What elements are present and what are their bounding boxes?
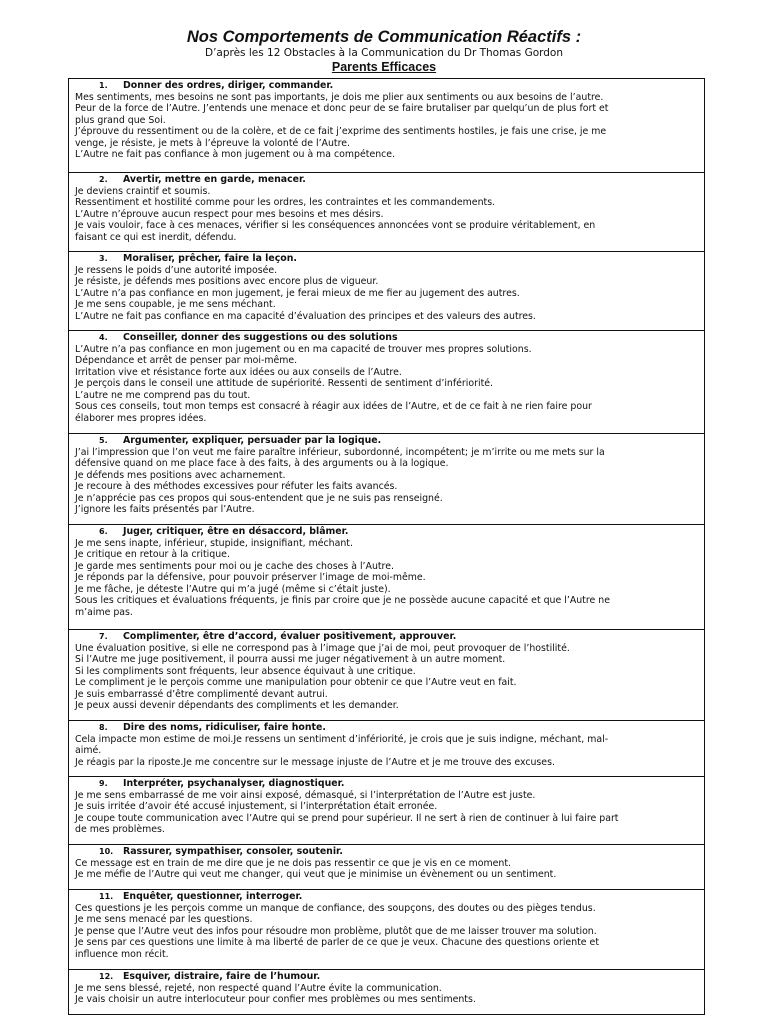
section-box xyxy=(69,79,704,172)
section-title xyxy=(99,253,698,265)
section-line: Irritation vive et résistance forte aux idées ou aux conseils de l’Autre. xyxy=(75,366,402,378)
section-number: 4. xyxy=(99,333,108,342)
section-line: Sous ces conseils, tout mon temps est consacré à réagir aux idées de l’Autre, et de ce fait à ne rien faire pour xyxy=(75,401,592,412)
section-line: Ressentiment et hostilité comme pour les ordres, les contraintes et les commandements. xyxy=(75,197,496,208)
section-line: Je pense que l’Autre veut des infos pour résoudre mon problème, plutôt que de me laisser trouver ma solution. xyxy=(75,925,597,937)
section-box xyxy=(69,720,704,776)
section-line: J’ai l’impression que l’on veut me faire paraître inférieur, subordonné, incompétent; je m’irrite ou me mets sur la xyxy=(75,446,605,458)
document-title: Nos Comportements de Communication Réactifs : xyxy=(186,28,582,46)
section-box xyxy=(69,844,704,889)
section-line: Je suis embarrassé d’être complimenté devant autrui. xyxy=(75,688,328,700)
section-title-text: Complimenter, être d’accord, évaluer positivement, approuver. xyxy=(123,631,457,642)
section-line: L’Autre ne fait pas confiance en ma capacité d’évaluation des principes et des valeurs des autres. xyxy=(75,310,536,322)
section-line: Je sens par ces questions une limite à ma liberté de parler de ce que je veux. Chacune des questions oriente et xyxy=(75,937,600,948)
section-box xyxy=(69,889,704,969)
section-title xyxy=(99,891,698,903)
section-line: Le compliment je le perçois comme une manipulation pour obtenir ce que l’Autre veut en fait. xyxy=(75,677,517,688)
section-line: Ces questions je les perçois comme un manque de confiance, des soupçons, des doutes ou des pièges tendus. xyxy=(75,902,596,914)
section-title xyxy=(99,526,698,538)
section-title xyxy=(99,846,698,858)
section-title-text: Dire des noms, ridiculiser, faire honte. xyxy=(123,722,326,733)
section-title xyxy=(99,722,698,734)
section-line: Je perçois dans le conseil une attitude de supériorité. Ressenti de sentiment d’infériorité. xyxy=(75,378,494,389)
section-line: Je ressens le poids d’une autorité imposée. xyxy=(75,264,278,276)
section-line: L’Autre n’a pas confiance en mon jugement, je ferai mieux de me fier au jugement des autres. xyxy=(75,287,520,299)
section-line: Je défends mes positions avec acharnement. xyxy=(75,469,286,481)
section-line: Je réponds par la défensive, pour pouvoir préserver l’image de moi-même. xyxy=(75,572,426,583)
section-line: Je me sens menacé par les questions. xyxy=(75,914,253,925)
section-line: Je critique en retour à la critique. xyxy=(75,549,230,560)
section-line: Je n’apprécie pas ces propos qui sous-entendent que je ne suis pas renseigné. xyxy=(75,492,443,504)
section-line: L’Autre n’éprouve aucun respect pour mes besoins et mes désirs. xyxy=(75,208,384,220)
section-line: Je garde mes sentiments pour moi ou je cache des choses à l’Autre. xyxy=(75,560,394,572)
section-number: 11. xyxy=(99,892,114,901)
section-title-text: Enquêter, questionner, interroger. xyxy=(123,891,303,902)
section-box xyxy=(69,251,704,330)
section-box xyxy=(69,172,704,251)
section-number: 2. xyxy=(99,175,108,184)
document-header xyxy=(0,28,768,75)
section-line: L’autre ne me comprend pas du tout. xyxy=(75,389,251,401)
section-line: Je me méfie de l’Autre qui veut me changer, qui veut que je minimise un évènement ou un sentiment. xyxy=(75,869,557,880)
section-title xyxy=(99,971,698,983)
section-line: Je me sens embarrassé de me voir ainsi exposé, démasqué, si l’interprétation de l’Autre est juste. xyxy=(75,789,536,801)
section-title-text: Avertir, mettre en garde, menacer. xyxy=(123,174,306,185)
section-line: faisant ce qui est inerdit, défendu. xyxy=(75,231,237,243)
section-number: 12. xyxy=(99,972,114,981)
section-line: Mes sentiments, mes besoins ne sont pas importants, je dois me plier aux sentiments ou aux besoins de l’autre. xyxy=(75,91,604,103)
section-line: Je me fâche, je déteste l’Autre qui m’a jugé (même si c’était juste). xyxy=(75,583,391,595)
section-box xyxy=(69,433,704,524)
section-title-text: Esquiver, distraire, faire de l’humour. xyxy=(123,971,321,982)
section-line: Cela impacte mon estime de moi.Je ressens un sentiment d’infériorité, je crois que je suis indigne, méchant, mal- xyxy=(75,733,609,745)
section-box xyxy=(69,524,704,629)
section-title-text: Juger, critiquer, être en désaccord, blâmer. xyxy=(123,526,349,537)
section-line: aimé. xyxy=(75,745,102,756)
section-line: Je recoure à des méthodes excessives pour réfuter les faits avancés. xyxy=(75,481,398,492)
section-line: venge, je résiste, je mets à l’épreuve la volonté de l’Autre. xyxy=(75,137,350,149)
section-line: Je peux aussi devenir dépendants des compliments et les demander. xyxy=(75,700,399,711)
section-line: J’ignore les faits présentés par l’Autre. xyxy=(75,504,255,515)
section-title xyxy=(99,80,698,92)
section-line: Je résiste, je défends mes positions avec encore plus de vigueur. xyxy=(75,276,379,287)
section-line: J’éprouve du ressentiment ou de la colère, et de ce fait j’exprime des sentiments hostiles, je fais une crise, je me xyxy=(75,126,607,137)
section-number: 1. xyxy=(99,81,108,90)
section-number: 10. xyxy=(99,847,114,856)
section-number: 6. xyxy=(99,527,108,536)
section-title-text: Donner des ordres, diriger, commander. xyxy=(123,80,334,91)
section-line: Je me sens blessé, rejeté, non respecté quand l’Autre évite la communication. xyxy=(75,982,442,994)
section-line: Si l’Autre me juge positivement, il pourra aussi me juger négativement à un autre moment. xyxy=(75,654,506,665)
section-title xyxy=(99,332,698,344)
section-line: L’Autre ne fait pas confiance à mon jugement ou à ma compétence. xyxy=(75,149,396,160)
section-line: Je suis irritée d’avoir été accusé injustement, si l’interprétation était erronée. xyxy=(75,801,438,812)
section-box xyxy=(69,969,704,1014)
section-title-text: Rassurer, sympathiser, consoler, soutenir. xyxy=(123,846,343,857)
section-line: Je me sens coupable, je me sens méchant. xyxy=(75,299,276,310)
section-number: 8. xyxy=(99,723,108,732)
document-subtitle: D’après les 12 Obstacles à la Communication du Dr Thomas Gordon xyxy=(204,47,564,59)
section-title xyxy=(99,631,698,643)
section-line: m’aime pas. xyxy=(75,606,133,618)
section-line: Sous les critiques et évaluations fréquents, je finis par croire que je ne possède aucune capacité et que l’Autre ne xyxy=(75,595,610,606)
section-box xyxy=(69,776,704,844)
section-line: influence mon récit. xyxy=(75,948,169,960)
section-line: Je réagis par la riposte.Je me concentre sur le message injuste de l’Autre et je me trouve des excuses. xyxy=(75,756,555,768)
section-box xyxy=(69,330,704,433)
section-line: Je deviens craintif et soumis. xyxy=(75,185,211,197)
section-line: L’Autre n’a pas confiance en mon jugement ou en ma capacité de trouver mes propres solutions. xyxy=(75,343,532,355)
section-line: Dépendance et arrêt de penser par moi-même. xyxy=(75,355,298,366)
section-line: Une évaluation positive, si elle ne correspond pas à l’image que j’ai de moi, peut provoquer de l’hostilité. xyxy=(75,642,570,654)
section-number: 7. xyxy=(99,632,108,641)
section-line: Je coupe toute communication avec l’Autre qui se prend pour supérieur. Il ne sert à rien de continuer à lui faire part xyxy=(75,812,619,824)
section-line: Je vais vouloir, face à ces menaces, vérifier si les conséquences annoncées vont se produire véritablement, en xyxy=(75,220,596,231)
section-number: 3. xyxy=(99,254,108,263)
document-subtitle-underlined: Parents Efficaces xyxy=(331,60,437,74)
section-number: 5. xyxy=(99,436,108,445)
section-title xyxy=(99,435,698,447)
section-line: Je me sens inapte, inférieur, stupide, insignifiant, méchant. xyxy=(75,537,353,549)
section-title xyxy=(99,174,698,186)
section-line: plus grand que Soi. xyxy=(75,114,166,126)
sections-table xyxy=(68,78,705,1015)
section-line: Ce message est en train de me dire que je ne dois pas ressentir ce que je vis en ce moment. xyxy=(75,857,512,869)
section-line: Je vais choisir un autre interlocuteur pour confier mes problèmes ou mes sentiments. xyxy=(75,994,476,1005)
section-title-text: Interpréter, psychanalyser, diagnostiquer. xyxy=(123,778,345,789)
section-line: défensive quand on me place face à des faits, à des arguments ou à la logique. xyxy=(75,458,449,469)
section-line: Si les compliments sont fréquents, leur absence équivaut à une critique. xyxy=(75,665,416,677)
section-title xyxy=(99,778,698,790)
section-line: élaborer mes propres idées. xyxy=(75,412,207,424)
section-title-text: Moraliser, prêcher, faire la leçon. xyxy=(123,253,297,264)
section-title-text: Argumenter, expliquer, persuader par la logique. xyxy=(123,435,382,446)
section-box xyxy=(69,629,704,720)
section-number: 9. xyxy=(99,779,108,788)
section-line: Peur de la force de l’Autre. J’entends une menace et donc peur de se faire brutaliser par quelqu’un de plus fort et xyxy=(75,103,609,114)
section-title-text: Conseiller, donner des suggestions ou des solutions xyxy=(123,332,398,343)
section-line: de mes problèmes. xyxy=(75,824,165,835)
